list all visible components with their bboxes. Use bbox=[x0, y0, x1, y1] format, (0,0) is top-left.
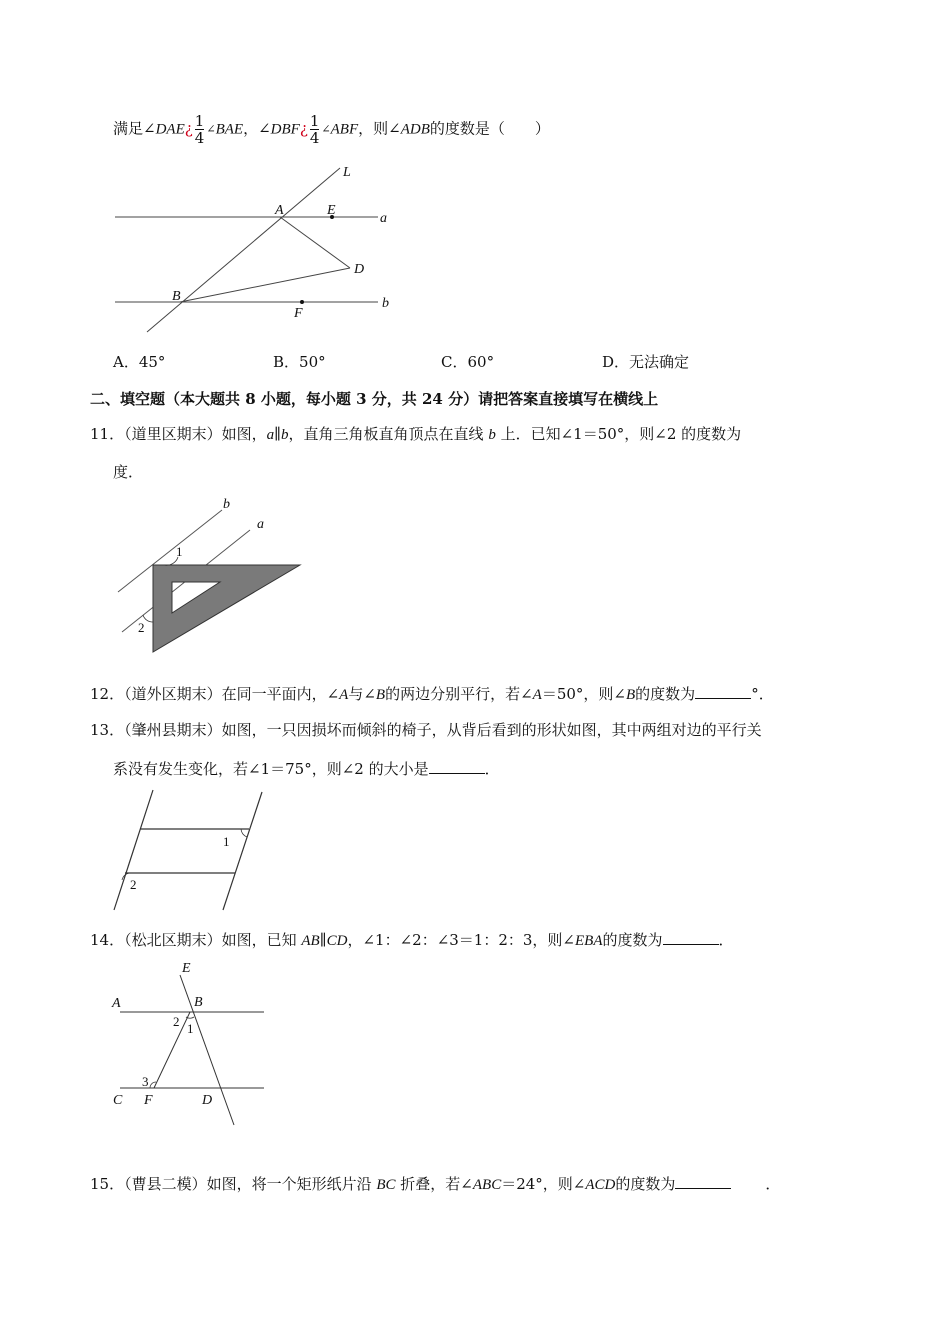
q14-var-cd: CD bbox=[326, 933, 348, 949]
q14-parallel: ∥ bbox=[319, 931, 327, 949]
label-d: D bbox=[202, 1093, 213, 1108]
q12-text-5: 的度数为 bbox=[635, 685, 696, 703]
q12-var-a: A bbox=[339, 687, 349, 703]
q10-angle-bae: BAE bbox=[215, 121, 244, 138]
q12-var-b: B bbox=[375, 687, 386, 703]
q15-text: 15．（曹县二模）如图，将一个矩形纸片沿 bbox=[90, 1175, 377, 1193]
q14-text: 14．（松北区期末）如图，已知 bbox=[90, 931, 302, 949]
q10-stem bbox=[113, 113, 550, 146]
q10-angle-abf: ABF bbox=[330, 121, 359, 138]
q14-text-3: 的度数为 bbox=[602, 931, 663, 949]
q13-answer-blank[interactable] bbox=[429, 759, 485, 774]
q15-text-3: ＝24°，则∠ bbox=[501, 1175, 586, 1193]
label-l: L bbox=[343, 165, 351, 180]
label-line-b: b bbox=[382, 296, 389, 311]
label-a-point: A bbox=[275, 203, 284, 218]
segment-bd bbox=[180, 268, 350, 302]
angle-2-arc bbox=[143, 615, 153, 622]
frac-num: 1 bbox=[309, 112, 320, 130]
q12-var-a2: A bbox=[532, 687, 542, 703]
q10-mark-1: ¿ bbox=[184, 119, 193, 138]
triangle-ruler bbox=[153, 565, 300, 652]
q12-text-4: ＝50°，则∠ bbox=[541, 685, 626, 703]
q15-suffix: ． bbox=[765, 1175, 781, 1193]
segment-ad bbox=[280, 217, 350, 268]
q10-angle-sign: ∠ bbox=[206, 122, 216, 136]
q14-stem bbox=[90, 930, 734, 951]
q14-figure bbox=[110, 955, 270, 1130]
label-c: C bbox=[113, 1093, 123, 1108]
label-f: F bbox=[144, 1093, 153, 1108]
q12-suffix: °． bbox=[751, 685, 774, 703]
q10-text: 满足∠ bbox=[113, 119, 156, 138]
q11-var-a: a bbox=[266, 427, 275, 443]
q13-figure bbox=[110, 788, 270, 913]
point-f bbox=[300, 300, 304, 304]
label-angle-2: 2 bbox=[173, 1014, 180, 1029]
q11-var-b: b bbox=[281, 427, 289, 443]
chair-left-leg bbox=[114, 790, 153, 910]
q14-answer-blank[interactable] bbox=[663, 930, 719, 945]
q10-choice-b: B．50° bbox=[273, 353, 326, 371]
label-a: a bbox=[257, 517, 264, 532]
q12-text: 12．（道外区期末）在同一平面内，∠ bbox=[90, 685, 340, 703]
q15-stem bbox=[90, 1174, 780, 1195]
segment-bf bbox=[154, 1012, 190, 1088]
q12-stem bbox=[90, 684, 774, 705]
label-d: D bbox=[354, 262, 365, 277]
frac-den: 4 bbox=[194, 129, 205, 147]
q12-text-3: 的两边分别平行，若∠ bbox=[385, 685, 533, 703]
q10-sep: ，∠ bbox=[243, 119, 271, 138]
q14-suffix: ． bbox=[718, 931, 734, 949]
q10-figure bbox=[110, 160, 400, 335]
q15-var-abc: ABC bbox=[472, 1177, 502, 1193]
q10-mid: ，则∠ bbox=[358, 119, 401, 138]
q15-text-4: 的度数为 bbox=[615, 1175, 676, 1193]
q15-var-bc: BC bbox=[376, 1177, 396, 1193]
q10-fraction-1 bbox=[195, 113, 205, 146]
label-angle-2: 2 bbox=[138, 620, 145, 635]
q11-stem-line2: 度． bbox=[113, 463, 144, 481]
chair-right-leg bbox=[223, 792, 262, 910]
q14-var-eba: EBA bbox=[575, 933, 603, 949]
label-b: B bbox=[194, 995, 203, 1010]
q11-var-b2: b bbox=[488, 427, 496, 443]
q14-var-ab: AB bbox=[301, 933, 320, 949]
label-angle-1: 1 bbox=[176, 544, 183, 559]
q10-fraction-2 bbox=[310, 113, 320, 146]
label-b-point: B bbox=[172, 289, 181, 304]
q10-angle-dae: DAE bbox=[155, 121, 185, 138]
section-heading: 二、填空题（本大题共 8 小题，每小题 3 分，共 24 分）请把答案直接填写在横线上 bbox=[90, 390, 659, 408]
label-e: E bbox=[327, 203, 336, 218]
label-b: b bbox=[223, 497, 230, 512]
q10-mark-2: ¿ bbox=[299, 119, 308, 138]
q15-answer-blank[interactable] bbox=[675, 1174, 731, 1189]
q13-stem: 13．（肇州县期末）如图，一只因损坏而倾斜的椅子，从背后看到的形状如图，其中两组对边的平行关 bbox=[90, 721, 762, 739]
q12-var-b2: B bbox=[626, 687, 636, 703]
q11-text: 11．（道里区期末）如图， bbox=[90, 425, 267, 443]
q12-answer-blank[interactable] bbox=[695, 684, 751, 699]
q13-suffix: ． bbox=[484, 760, 500, 778]
frac-den: 4 bbox=[309, 129, 320, 147]
q10-choice-d: D．无法确定 bbox=[602, 353, 690, 371]
q12-text-2: 与∠ bbox=[348, 685, 376, 703]
label-angle-2: 2 bbox=[130, 877, 137, 892]
label-line-a: a bbox=[380, 211, 387, 226]
line-l bbox=[147, 168, 340, 332]
q14-text-2: ，∠1：∠2：∠3＝1：2：3，则∠ bbox=[347, 931, 576, 949]
q11-text-3: 上．已知∠1＝50°，则∠2 的度数为 bbox=[495, 425, 742, 443]
q11-parallel: ∥ bbox=[274, 425, 282, 443]
q10-angle-adb: ADB bbox=[400, 121, 430, 138]
q15-text-2: 折叠，若∠ bbox=[395, 1175, 473, 1193]
q15-var-acd: ACD bbox=[585, 1177, 616, 1193]
label-a: A bbox=[112, 996, 121, 1011]
frac-num: 1 bbox=[194, 112, 205, 130]
label-e: E bbox=[182, 961, 191, 976]
q11-text-2: ，直角三角板直角顶点在直线 bbox=[288, 425, 489, 443]
angle-1-arc bbox=[241, 829, 247, 837]
label-angle-1: 1 bbox=[223, 834, 230, 849]
label-angle-1: 1 bbox=[187, 1021, 194, 1036]
q13-text: 系没有发生变化，若∠1＝75°，则∠2 的大小是 bbox=[113, 760, 429, 778]
q10-angle-sign: ∠ bbox=[321, 122, 331, 136]
label-f: F bbox=[294, 306, 303, 321]
q10-suffix: 的度数是（ ） bbox=[429, 119, 550, 138]
label-angle-3: 3 bbox=[142, 1074, 149, 1089]
q11-stem bbox=[90, 424, 741, 445]
q11-figure bbox=[110, 495, 310, 660]
q10-choice-a: A．45° bbox=[113, 353, 166, 371]
q13-stem-line2 bbox=[113, 759, 500, 779]
q10-angle-dbf: DBF bbox=[270, 121, 300, 138]
q10-choice-c: C．60° bbox=[441, 353, 495, 371]
